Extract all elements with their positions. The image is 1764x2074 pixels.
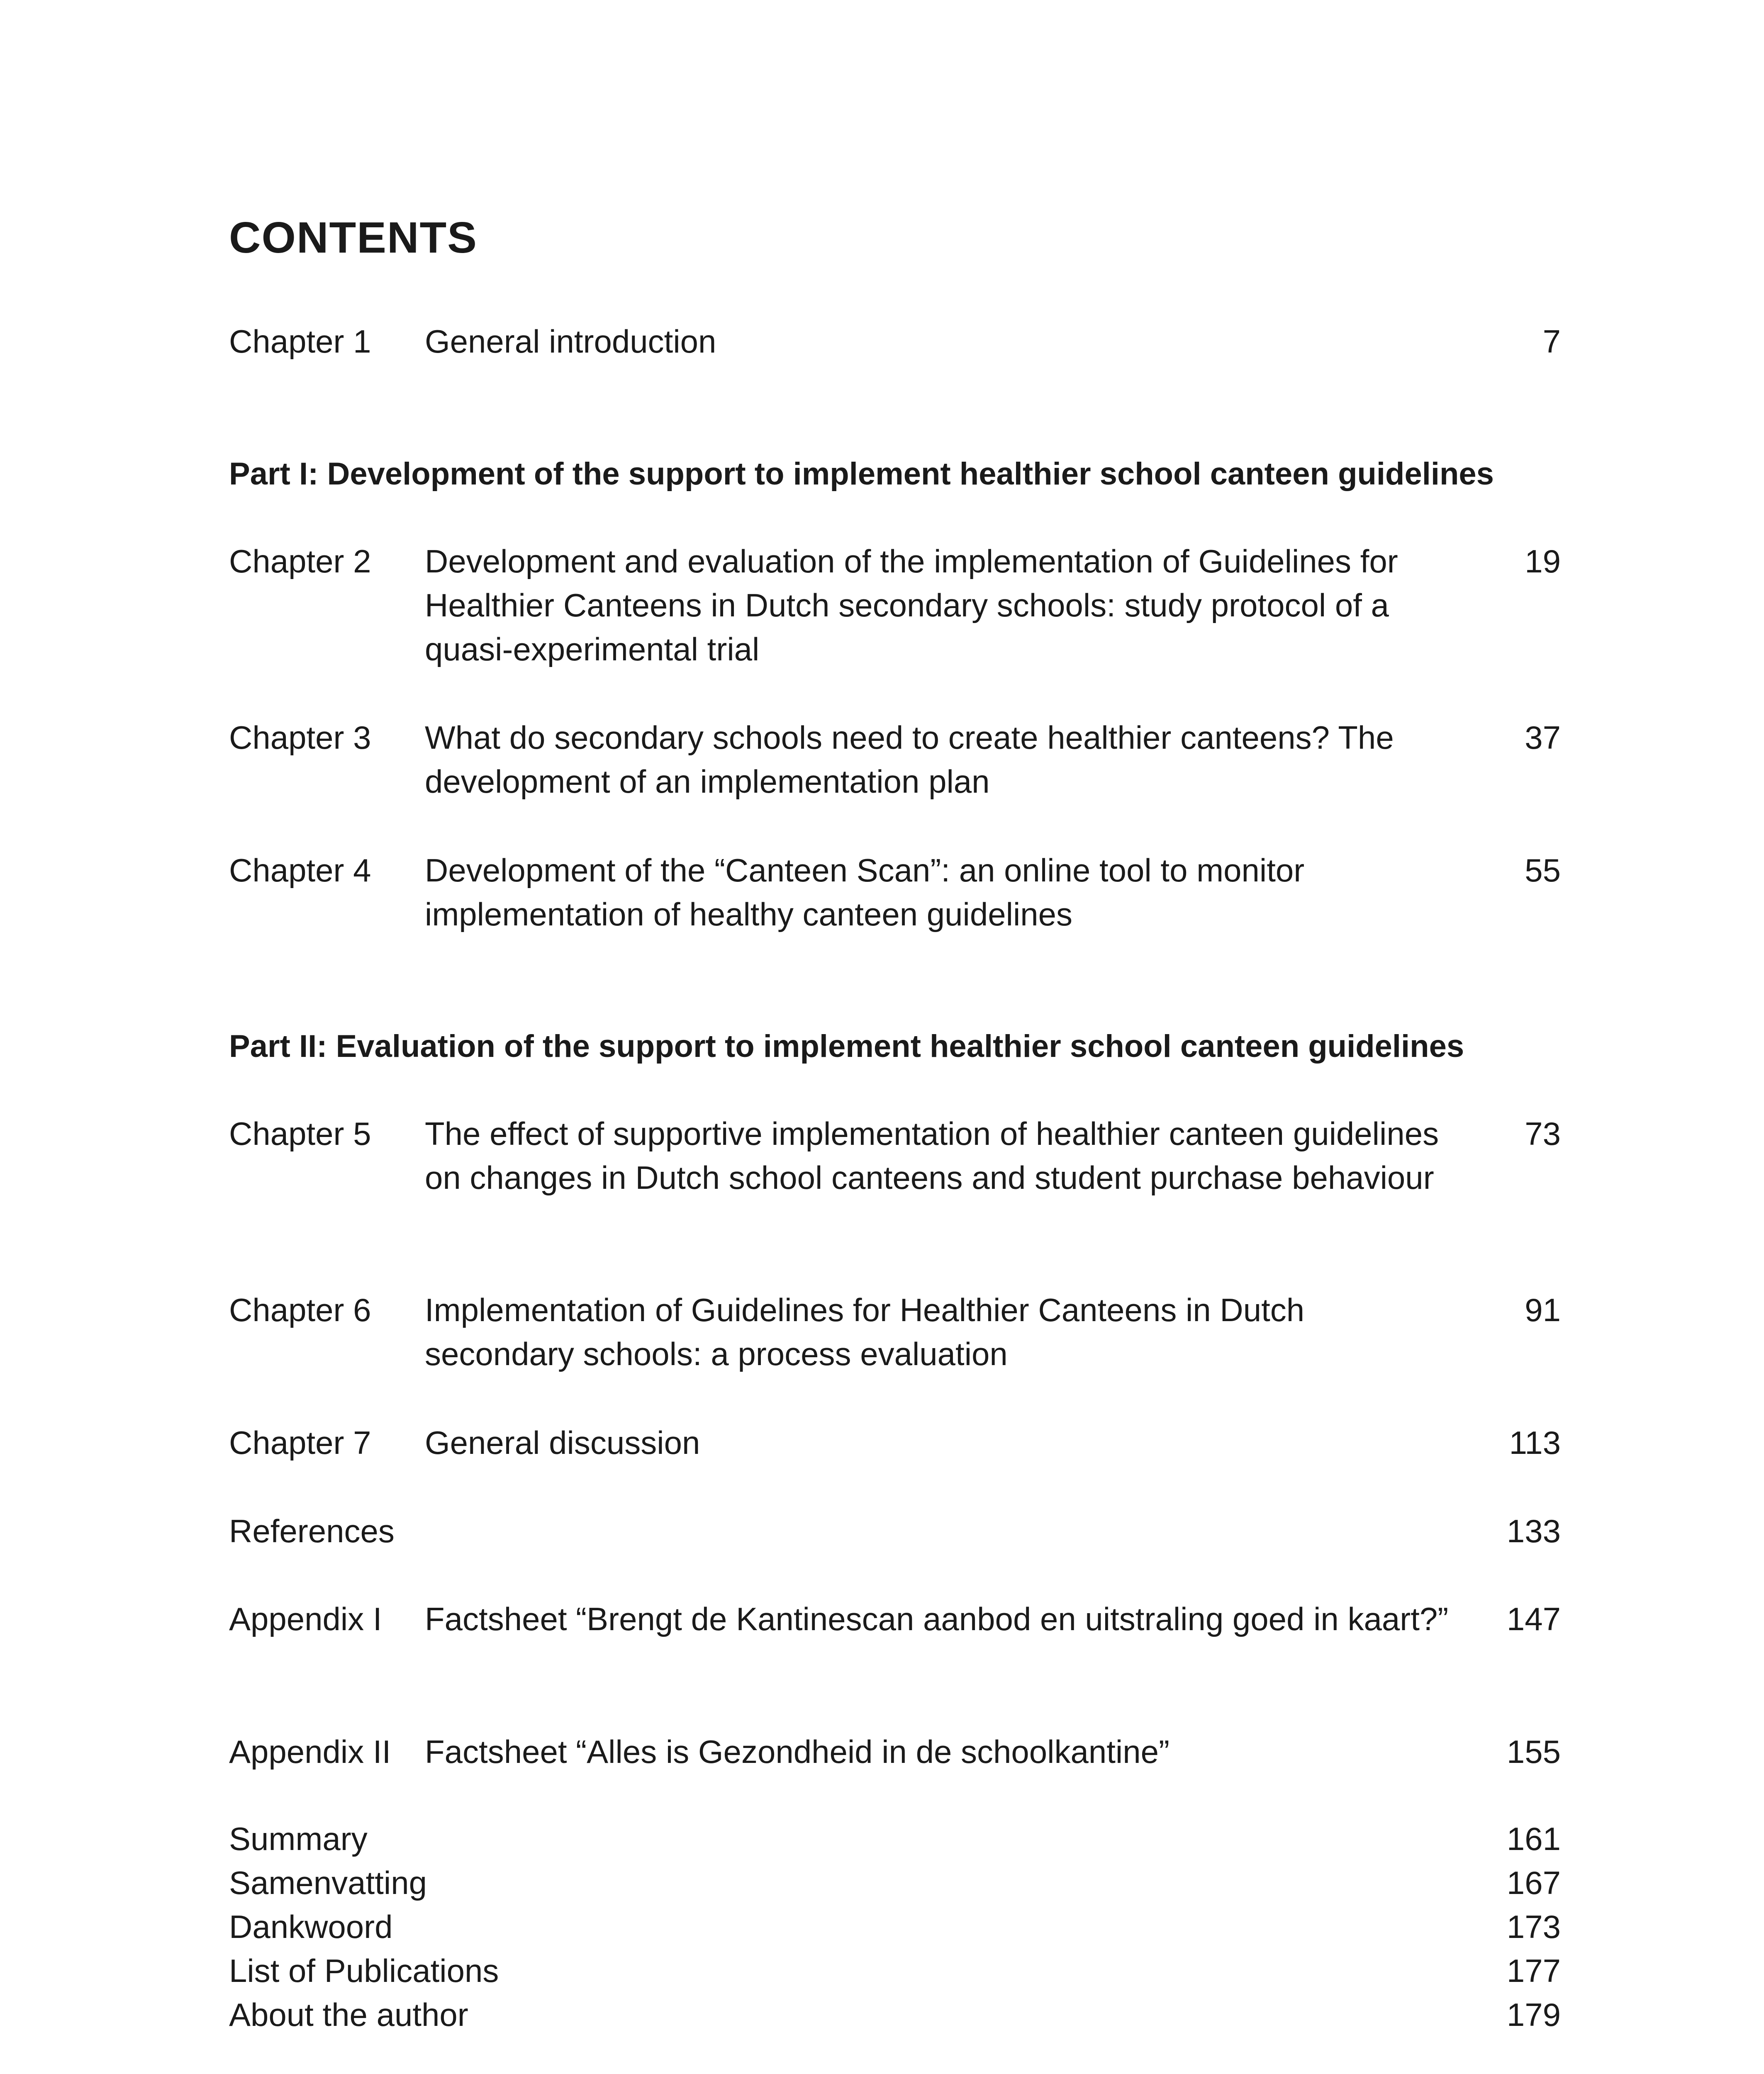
part-2-heading: Part II: Evaluation of the support to implement healthier school canteen guidelines xyxy=(229,1029,1464,1064)
entry-page-number: 91 xyxy=(1525,1292,1561,1328)
entry-label: Chapter 3 xyxy=(229,719,371,756)
page-title: CONTENTS xyxy=(229,213,478,262)
entry-title: Implementation of Guidelines for Healthier Canteens in Dutch secondary schools: a process evaluation xyxy=(425,1292,1305,1372)
entry-label: Chapter 1 xyxy=(229,323,371,360)
entry-label: Chapter 5 xyxy=(229,1115,371,1152)
entry-page-number: 173 xyxy=(1506,1908,1561,1945)
entry-title: Development of the “Canteen Scan”: an online tool to monitor implementation of healthy canteen guidelines xyxy=(425,852,1305,932)
entry-page-number: 113 xyxy=(1509,1424,1561,1461)
entry-page-number: 19 xyxy=(1525,543,1561,579)
entry-title: What do secondary schools need to create healthier canteens? The development of an implementation plan xyxy=(425,719,1394,800)
toc-entry-list-of-publications[interactable] xyxy=(229,1949,1561,1993)
entry-title: General discussion xyxy=(425,1424,700,1461)
entry-page-number: 7 xyxy=(1542,323,1561,360)
part-1-heading: Part I: Development of the support to implement healthier school canteen guidelines xyxy=(229,456,1494,492)
entry-label: Dankwoord xyxy=(229,1908,393,1945)
entry-label: References xyxy=(229,1513,395,1549)
entry-page-number: 155 xyxy=(1506,1733,1561,1770)
entry-title: General introduction xyxy=(425,323,716,360)
entry-title: Factsheet “Alles is Gezondheid in de schoolkantine” xyxy=(425,1733,1170,1770)
entry-page-number: 55 xyxy=(1525,852,1561,889)
entry-label: Samenvatting xyxy=(229,1865,427,1901)
entry-title: Development and evaluation of the implementation of Guidelines for Healthier Canteens in Dutch secondary schools: study protocol of a quasi-experimental trial xyxy=(425,543,1398,667)
entry-label: Summary xyxy=(229,1821,368,1857)
entry-title: Factsheet “Brengt de Kantinescan aanbod en uitstraling goed in kaart?” xyxy=(425,1601,1449,1637)
entry-label: Chapter 4 xyxy=(229,852,371,889)
entry-page-number: 161 xyxy=(1506,1821,1561,1857)
entry-label: Chapter 6 xyxy=(229,1292,371,1328)
entry-page-number: 167 xyxy=(1506,1865,1561,1901)
back-matter-list xyxy=(229,1817,1561,2037)
entry-label: About the author xyxy=(229,1996,468,2033)
entry-page-number: 133 xyxy=(1506,1513,1561,1549)
entry-label: Appendix I xyxy=(229,1601,382,1637)
toc-entry-summary[interactable] xyxy=(229,1817,1561,1861)
entry-page-number: 179 xyxy=(1506,1996,1561,2033)
entry-label: Chapter 7 xyxy=(229,1424,371,1461)
toc-entry-dankwoord[interactable] xyxy=(229,1905,1561,1949)
entry-page-number: 37 xyxy=(1525,719,1561,756)
entry-page-number: 177 xyxy=(1506,1952,1561,1989)
toc-entry-about-the-author[interactable] xyxy=(229,1993,1561,2037)
entry-page-number: 147 xyxy=(1506,1601,1561,1637)
entry-page-number: 73 xyxy=(1525,1115,1561,1152)
entry-label: Appendix II xyxy=(229,1733,391,1770)
entry-label: Chapter 2 xyxy=(229,543,371,579)
entry-label: List of Publications xyxy=(229,1952,499,1989)
toc-entry-samenvatting[interactable] xyxy=(229,1861,1561,1905)
entry-title: The effect of supportive implementation of healthier canteen guidelines on changes in Dutch school canteens and student purchase behaviour xyxy=(425,1115,1439,1196)
